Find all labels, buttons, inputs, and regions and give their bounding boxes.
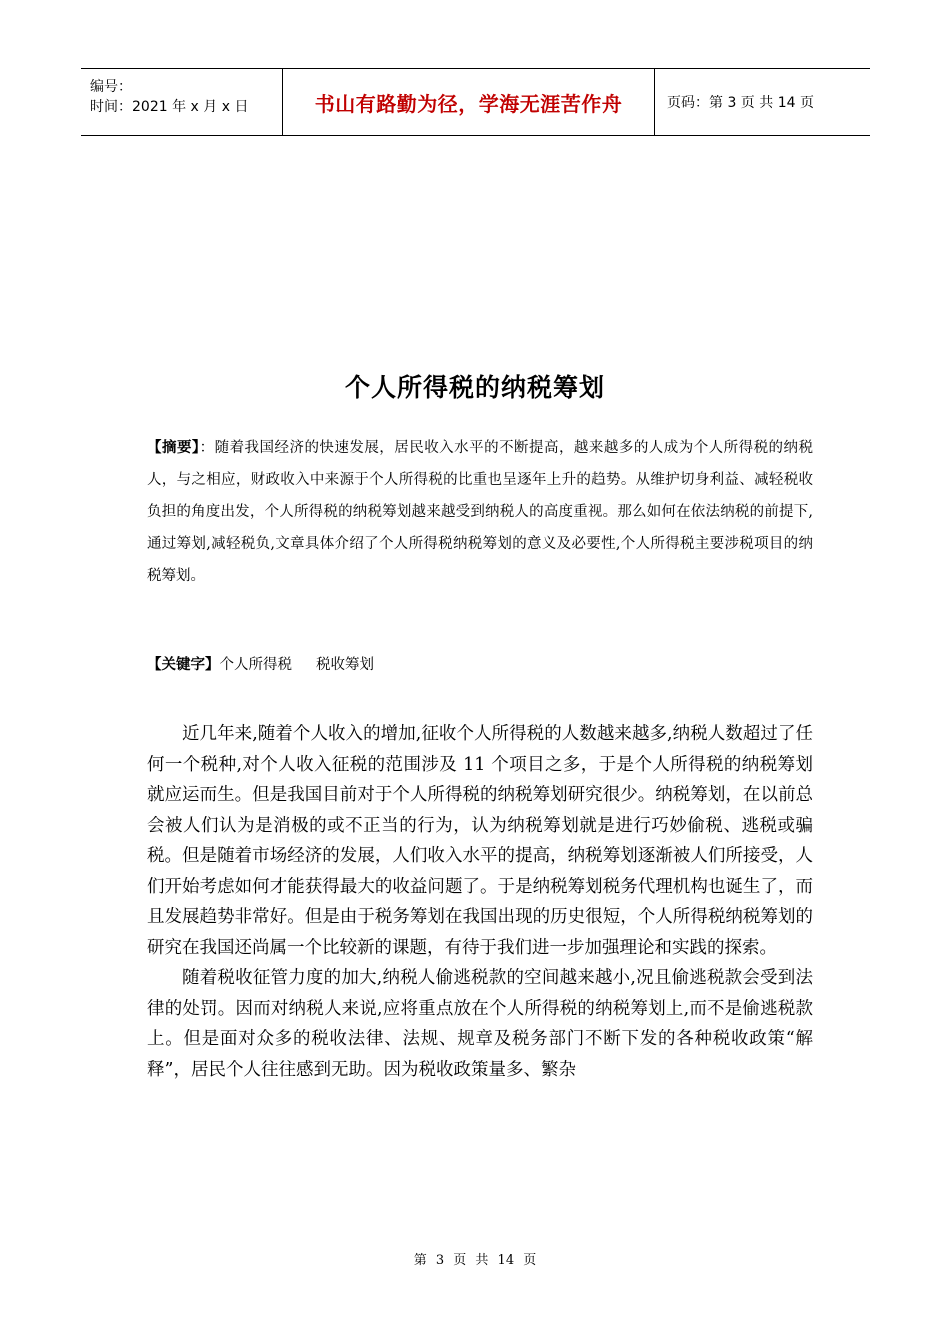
- keyword-item: 税收筹划: [316, 657, 374, 673]
- header-motto: 书山有路勤为径，学海无涯苦作舟: [314, 91, 623, 116]
- document-date: 时间：2021 年 x 月 x 日: [90, 99, 249, 115]
- page-footer: 第 3 页 共 14 页: [413, 1253, 537, 1268]
- document-title: 个人所得税的纳税筹划: [344, 373, 605, 402]
- body-text: [147, 719, 813, 1085]
- header-info-cell: [81, 69, 282, 135]
- body-paragraph: 近几年来,随着个人收入的增加,征收个人所得税的人数越来越多,纳税人数超过了任何一个税种,对个人收入征税的范围涉及 11 个项目之多，于是个人所得税的纳税筹划就应运而生。但是我国目前对于个人所得税的纳税筹划研究很少。纳税筹划，在以前总会被人们认为是消极的或不正当的行为，认为纳税筹划就是进行巧妙偷税、逃税或骗税。但是随着市场经济的发展，人们收入水平的提高，纳税筹划逐渐被人们所接受，人们开始考虑如何才能获得最大的收益问题了。于是纳税筹划税务代理机构也诞生了，而且发展趋势非常好。但是由于税务筹划在我国出现的历史很短，个人所得税纳税筹划的研究在我国还尚属一个比较新的课题，有待于我们进一步加强理论和实践的探索。: [147, 724, 813, 958]
- header-page-info: 页码：第 3 页 共 14 页: [667, 95, 814, 111]
- header-page-cell: [655, 69, 870, 135]
- keyword-item: 个人所得税: [219, 657, 292, 673]
- keywords: [147, 651, 374, 679]
- abstract-label: 【摘要】: [147, 440, 200, 456]
- abstract-text: ：随着我国经济的快速发展，居民收入水平的不断提高，越来越多的人成为个人所得税的纳税人，与之相应，财政收入中来源于个人所得税的比重也呈逐年上升的趋势。从维护切身利益、减轻税收负担的角度出发，个人所得税的纳税筹划越来越受到纳税人的高度重视。那么如何在依法纳税的前提下,通过筹划,减轻税负,文章具体介绍了个人所得税纳税筹划的意义及必要性,个人所得税主要涉税项目的纳税筹划。: [147, 440, 814, 584]
- document-number-label: 编号：: [90, 79, 132, 95]
- header-motto-cell: [282, 69, 655, 135]
- keywords-label: 【关键字】: [147, 657, 220, 673]
- abstract: [147, 432, 813, 592]
- header-table: [81, 68, 870, 136]
- body-paragraph: 随着税收征管力度的加大,纳税人偷逃税款的空间越来越小,况且偷逃税款会受到法律的处罚。因而对纳税人来说,应将重点放在个人所得税的纳税筹划上,而不是偷逃税款上。但是面对众多的税收法律、法规、规章及税务部门不断下发的各种税收政策“解释”，居民个人往往感到无助。因为税收政策量多、繁杂: [147, 968, 813, 1080]
